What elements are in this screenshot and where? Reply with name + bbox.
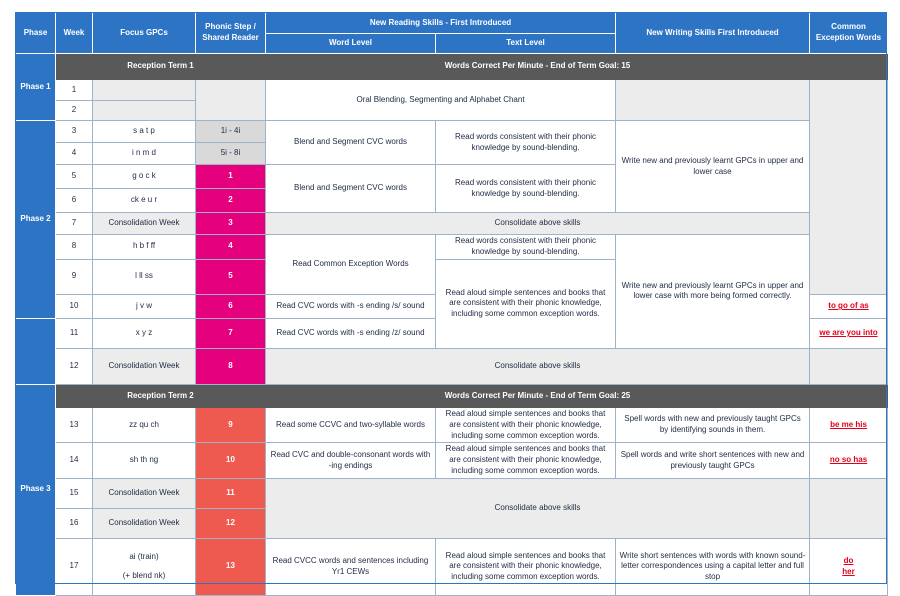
consolidate-skills: Consolidate above skills: [266, 478, 810, 538]
week-number: 11: [56, 318, 93, 348]
writing-cell: [616, 80, 810, 121]
step-cell: 1: [196, 165, 266, 189]
week-number: 15: [56, 478, 93, 508]
skill-text-level: Read words consistent with their phonic knowledge by sound-blending.: [436, 165, 616, 213]
step-cell: 5i - 8i: [196, 143, 266, 165]
week-number: 16: [56, 508, 93, 538]
phase-3-label: Phase 3: [16, 384, 56, 595]
gpc-cell: s a t p: [93, 121, 196, 143]
week-number: 3: [56, 121, 93, 143]
skill-text-level: Read aloud simple sentences and books that are consistent with their phonic knowledge, including some common exception words.: [436, 407, 616, 442]
gpc-cell: x y z: [93, 318, 196, 348]
writing-skill: Spell words and write short sentences with new and previously taught GPCs: [616, 443, 810, 478]
writing-skill: Write short sentences with words with known sound-letter correspondences using a capital letter and full stop: [616, 538, 810, 595]
step-cell: 13: [196, 538, 266, 595]
gpc-cell: h b f ff: [93, 235, 196, 260]
week-number: 10: [56, 294, 93, 318]
skill-word-level: Blend and Segment CVC words: [266, 165, 436, 213]
gpc-cell: l ll ss: [93, 259, 196, 294]
skill-word-level: Read CVC and double-consonant words with -ing endings: [266, 443, 436, 478]
cew-words: to go of as: [810, 294, 888, 318]
skill-word-level: Blend and Segment CVC words: [266, 121, 436, 165]
cew-cell: [810, 538, 888, 595]
week-number: 1: [56, 80, 93, 101]
step-cell: 1i - 4i: [196, 121, 266, 143]
skill-word-level: Read CVC words with -s ending /z/ sound: [266, 318, 436, 348]
week-number: 13: [56, 407, 93, 442]
header-phonic-step: Phonic Step / Shared Reader: [196, 13, 266, 54]
step-cell: 2: [196, 189, 266, 213]
cew-words: we are you into: [810, 318, 888, 348]
consolidate-skills: Consolidate above skills: [266, 348, 810, 384]
gpc-cell: i n m d: [93, 143, 196, 165]
skill-text-level: Read words consistent with their phonic knowledge by sound-blending.: [436, 121, 616, 165]
phonics-curriculum-table: [15, 12, 887, 584]
cew-words: be me his: [810, 407, 888, 442]
week-number: 8: [56, 235, 93, 260]
step-cell: 11: [196, 478, 266, 508]
header-word-level: Word Level: [266, 34, 436, 54]
step-cell: 9: [196, 407, 266, 442]
curriculum-grid: [15, 12, 888, 596]
writing-skill: Write new and previously learnt GPCs in upper and lower case: [616, 121, 810, 213]
step-cell: 6: [196, 294, 266, 318]
gpc-line: ai (train): [129, 551, 159, 561]
gpc-cell: Consolidation Week: [93, 508, 196, 538]
gpc-cell: [93, 538, 196, 595]
skill-text-level: Read aloud simple sentences and books that are consistent with their phonic knowledge, including some common exception words.: [436, 538, 616, 595]
header-phase: Phase: [16, 13, 56, 54]
week-number: 9: [56, 259, 93, 294]
week-number: 4: [56, 143, 93, 165]
cew-cell: [810, 478, 888, 538]
week-number: 14: [56, 443, 93, 478]
header-focus-gpcs: Focus GPCs: [93, 13, 196, 54]
skill-word-level: Read some CCVC and two-syllable words: [266, 407, 436, 442]
header-text-level: Text Level: [436, 34, 616, 54]
skill-word-level: Read CVC words with -s ending /s/ sound: [266, 294, 436, 318]
writing-skill: Write new and previously learnt GPCs in upper and lower case with more being formed correctly.: [616, 235, 810, 349]
gpc-cell: [93, 80, 196, 101]
cew-cell: [810, 80, 888, 295]
header-reading-skills: New Reading Skills - First Introduced: [266, 13, 616, 34]
skill-word-level: Read CVCC words and sentences including Yr1 CEWs: [266, 538, 436, 595]
step-cell: 4: [196, 235, 266, 260]
step-cell: 3: [196, 213, 266, 235]
cew-words: do: [843, 555, 854, 565]
term-name: Reception Term 2: [56, 384, 266, 407]
gpc-cell: Consolidation Week: [93, 213, 196, 235]
phase-2-continued: [16, 318, 56, 384]
gpc-cell: Consolidation Week: [93, 348, 196, 384]
skill-text-level: Read words consistent with their phonic knowledge by sound-blending.: [436, 235, 616, 260]
step-cell: 5: [196, 259, 266, 294]
header-writing-skills: New Writing Skills First Introduced: [616, 13, 810, 54]
cew-words: her: [842, 566, 855, 576]
phase-2-label: Phase 2: [16, 121, 56, 319]
skill-text-level: Read aloud simple sentences and books that are consistent with their phonic knowledge, including some common exception words.: [436, 443, 616, 478]
consolidate-skills: Consolidate above skills: [266, 213, 810, 235]
gpc-line: (+ blend nk): [122, 570, 166, 580]
header-common-exception-words: Common Exception Words: [810, 13, 888, 54]
gpc-cell: j v w: [93, 294, 196, 318]
week-number: 7: [56, 213, 93, 235]
gpc-cell: sh th ng: [93, 443, 196, 478]
skill-oral-blending: Oral Blending, Segmenting and Alphabet Chant: [266, 80, 616, 121]
phase-1-label: Phase 1: [16, 54, 56, 121]
term-name: Reception Term 1: [56, 54, 266, 80]
header-week: Week: [56, 13, 93, 54]
gpc-cell: [93, 101, 196, 121]
skill-text-level: Read aloud simple sentences and books that are consistent with their phonic knowledge, including some common exception words.: [436, 259, 616, 348]
step-cell: 7: [196, 318, 266, 348]
week-number: 5: [56, 165, 93, 189]
cew-cell: [810, 348, 888, 384]
week-number: 12: [56, 348, 93, 384]
gpc-cell: ck e u r: [93, 189, 196, 213]
week-number: 2: [56, 101, 93, 121]
step-cell: 8: [196, 348, 266, 384]
gpc-cell: g o c k: [93, 165, 196, 189]
gpc-cell: zz qu ch: [93, 407, 196, 442]
week-number: 17: [56, 538, 93, 595]
term-goal: Words Correct Per Minute - End of Term Goal: 25: [266, 384, 810, 407]
step-cell: 12: [196, 508, 266, 538]
writing-skill: Spell words with new and previously taught GPCs by identifying sounds in them.: [616, 407, 810, 442]
term-cew-cell: [810, 384, 888, 407]
step-cell: 10: [196, 443, 266, 478]
cew-words: no so has: [810, 443, 888, 478]
step-cell: [196, 80, 266, 121]
gpc-cell: Consolidation Week: [93, 478, 196, 508]
week-number: 6: [56, 189, 93, 213]
term-cew-cell: [810, 54, 888, 80]
skill-word-level: Read Common Exception Words: [266, 235, 436, 295]
term-goal: Words Correct Per Minute - End of Term Goal: 15: [266, 54, 810, 80]
